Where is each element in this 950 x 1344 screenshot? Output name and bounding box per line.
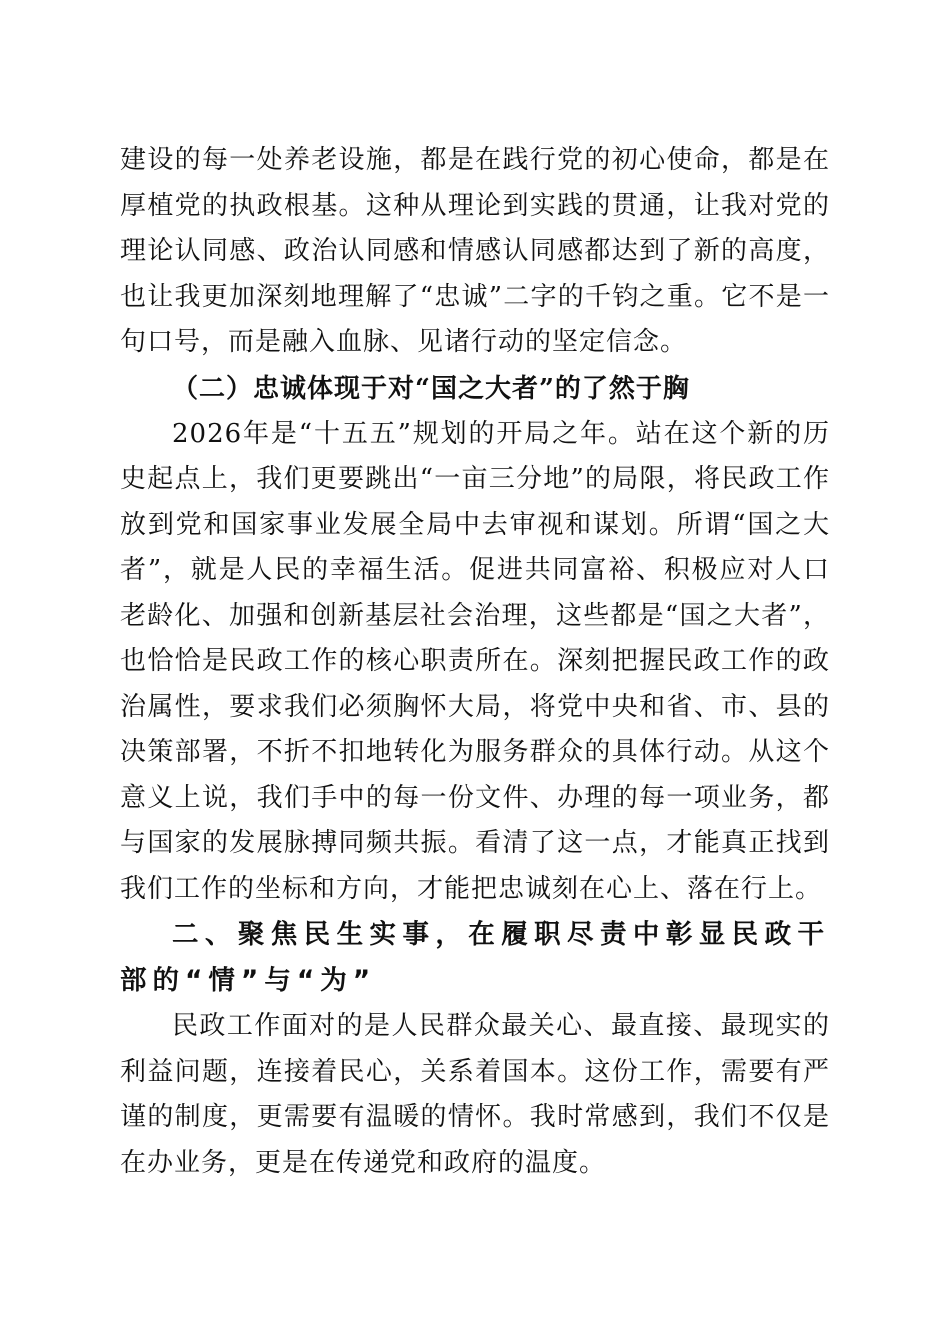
document-page bbox=[120, 138, 830, 1198]
paragraph-continuation: 建设的每一处养老设施，都是在践行党的初心使命，都是在厚植党的执政根基。这种从理论到实践的贯通，让我对党的理论认同感、政治认同感和情感认同感都达到了新的高度，也让我更加深刻地理解了“忠诚”二字的千钧之重。它不是一句口号，而是融入血脉、见诸行动的坚定信念。 bbox=[120, 145, 830, 357]
paragraph-civil-affairs-warmth: 民政工作面对的是人民群众最关心、最直接、最现实的利益问题，连接着民心，关系着国本。这份工作，需要有严谨的制度，更需要有温暖的情怀。我时常感到，我们不仅是在办业务，更是在传递党和政府的温度。 bbox=[120, 1011, 830, 1178]
subheading-loyalty-national-priorities: （二）忠诚体现于对“国之大者”的了然于胸 bbox=[172, 373, 690, 404]
section-heading-livelihood: 二、聚焦民生实事，在履职尽责中彰显民政干部的“情”与“为” bbox=[120, 919, 830, 996]
paragraph-national-priorities: 2026年是“十五五”规划的开局之年。站在这个新的历史起点上，我们更要跳出“一亩三分地”的局限，将民政工作放到党和国家事业发展全局中去审视和谋划。所谓“国之大者”，就是人民的幸福生活。促进共同富裕、积极应对人口老龄化、加强和创新基层社会治理，这些都是“国之大者”，也恰恰是民政工作的核心职责所在。深刻把握民政工作的政治属性，要求我们必须胸怀大局，将党中央和省、市、县的决策部署，不折不扣地转化为服务群众的具体行动。从这个意义上说，我们手中的每一份文件、办理的每一项业务，都与国家的发展脉搏同频共振。看清了这一点，才能真正找到我们工作的坐标和方向，才能把忠诚刻在心上、落在行上。 bbox=[120, 418, 830, 904]
